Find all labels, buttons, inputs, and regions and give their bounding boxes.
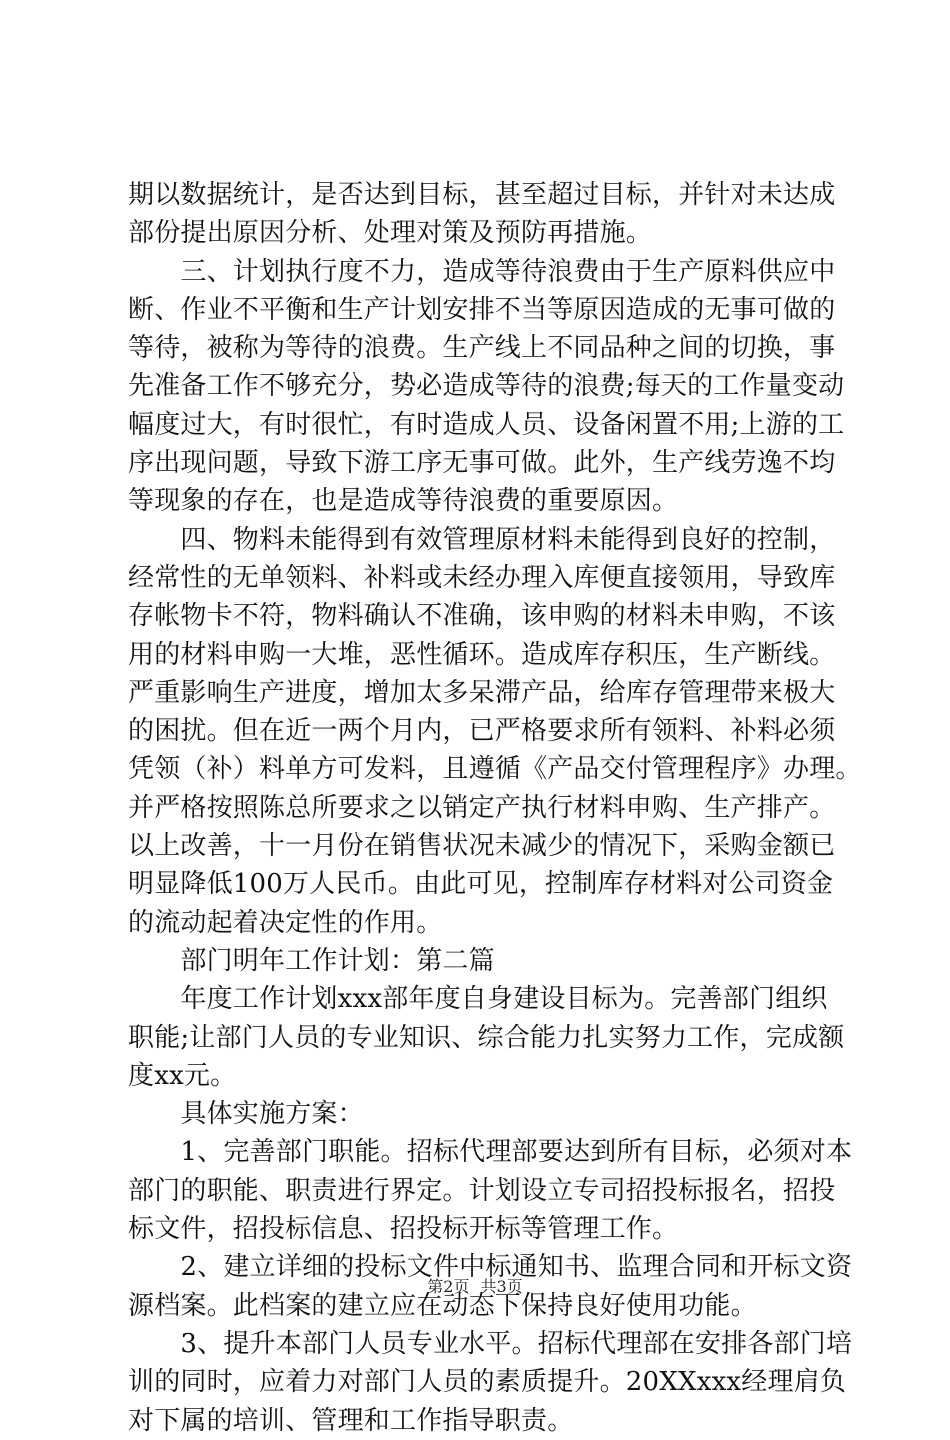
text-line: 三、计划执行度不力，造成等待浪费由于生产原料供应中: [128, 256, 836, 287]
text-line: 部门的职能、职责进行界定。计划设立专司招投标报名，招投: [128, 1175, 836, 1206]
text-line: 用的材料申购一大堆，恶性循环。造成库存积压，生产断线。: [128, 639, 836, 670]
section-heading: 部门明年工作计划：第二篇: [128, 945, 495, 976]
text-line: 并严格按照陈总所要求之以销定产执行材料申购、生产排产。: [128, 792, 836, 823]
text-line: 严重影响生产进度，增加太多呆滞产品，给库存管理带来极大: [128, 677, 836, 708]
text-line: 标文件，招投标信息、招投标开标等管理工作。: [128, 1214, 679, 1245]
text-line: 经常性的无单领料、补料或未经办理入库便直接领用，导致库: [128, 562, 836, 593]
text-line: 四、物料未能得到有效管理原材料未能得到良好的控制，: [128, 524, 836, 555]
text-line: 1、完善部门职能。招标代理部要达到所有目标，必须对本: [128, 1137, 853, 1168]
text-line: 等待，被称为等待的浪费。生产线上不同品种之间的切换，事: [128, 333, 836, 364]
text-line: 幅度过大，有时很忙，有时造成人员、设备闲置不用;上游的工: [128, 409, 845, 440]
text-line: 训的同时，应着力对部门人员的素质提升。20XXxxx经理肩负: [128, 1367, 847, 1398]
text-line: 2、建立详细的投标文件中标通知书、监理合同和开标文资: [128, 1252, 853, 1283]
text-line: 凭领（补）料单方可发料，且遵循《产品交付管理程序》办理。: [128, 754, 862, 785]
text-line: 序出现问题，导致下游工序无事可做。此外，生产线劳逸不均: [128, 448, 836, 479]
text-line: 等现象的存在，也是造成等待浪费的重要原因。: [128, 486, 679, 517]
text-line: 以上改善，十一月份在销售状况未减少的情况下，采购金额已: [128, 831, 836, 862]
page-footer: [0, 1274, 950, 1297]
page-number: 第2页: [427, 1277, 470, 1296]
text-line: 先准备工作不够充分，势必造成等待的浪费;每天的工作量变动: [128, 371, 845, 402]
text-line: 度xx元。: [128, 1060, 237, 1091]
text-line: 部份提出原因分析、处理对策及预防再措施。: [128, 218, 653, 249]
text-line: 3、提升本部门人员专业水平。招标代理部在安排各部门培: [128, 1328, 853, 1359]
text-line: 期以数据统计，是否达到目标，甚至超过目标，并针对未达成: [128, 180, 836, 210]
text-line: 职能;让部门人员的专业知识、综合能力扎实努力工作，完成额: [128, 1022, 845, 1053]
text-line: 明显降低100万人民币。由此可见，控制库存材料对公司资金: [128, 869, 834, 900]
text-line: 存帐物卡不符，物料确认不准确，该申购的材料未申购，不该: [128, 601, 836, 632]
page-total: 共3页: [480, 1277, 523, 1296]
text-line: 源档案。此档案的建立应在动态下保持良好使用功能。: [128, 1290, 757, 1321]
text-line: 的困扰。但在近一两个月内，已严格要求所有领料、补料必须: [128, 716, 836, 747]
text-line: 年度工作计划xxx部年度自身建设目标为。完善部门组织: [128, 984, 828, 1015]
document-body: [128, 176, 862, 1440]
text-line: 断、作业不平衡和生产计划安排不当等原因造成的无事可做的: [128, 294, 836, 325]
subheading: 具体实施方案：: [128, 1099, 364, 1130]
text-line: 对下属的培训、管理和工作指导职责。: [128, 1405, 574, 1436]
text-line: 的流动起着决定性的作用。: [128, 907, 443, 938]
